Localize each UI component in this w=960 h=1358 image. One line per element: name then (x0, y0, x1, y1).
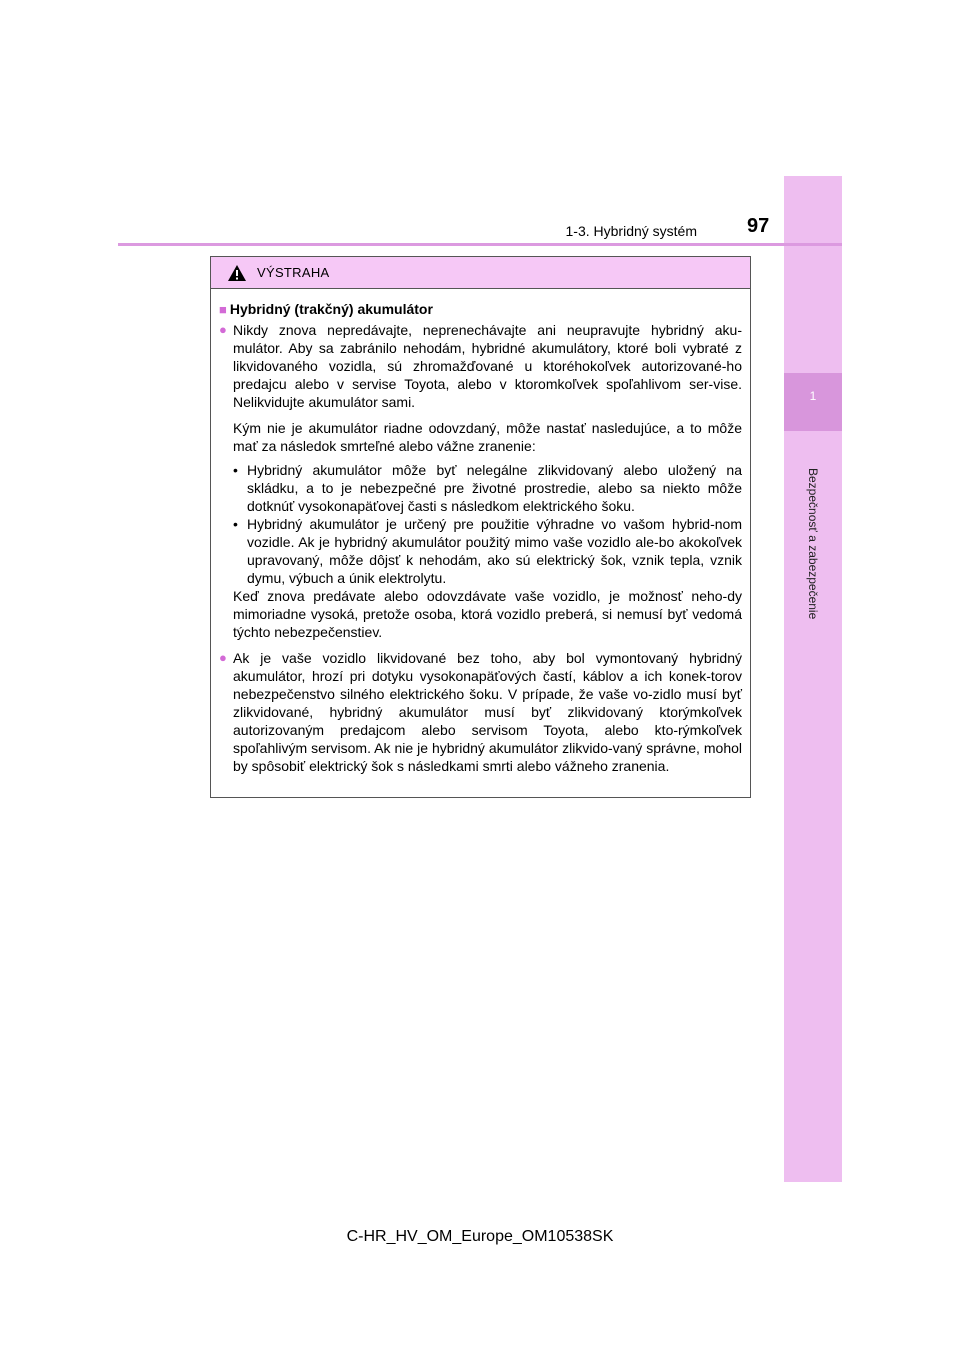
sub-item (233, 515, 742, 587)
bullet-text: Nikdy znova nepredávajte, neprenechávajte ani neupravujte hybridný aku-mulátor. Aby sa zabránilo nehodám, hybridné akumulátory, ktoré boli vybraté z likvidovaného vozidla, sú zhromažďované u ktoréhokoľvek autorizované-ho predajcu alebo v servise Toyota, alebo v ktoromkoľvek spoľahlivom ser-vise. Nelikvidujte akumulátor sami. (233, 322, 742, 410)
document-id: C-HR_HV_OM_Europe_OM10538SK (346, 1228, 614, 1245)
page-number: 97 (747, 215, 770, 237)
section-title: 1-3. Hybridný systém (565, 223, 697, 239)
chapter-number: 1 (809, 389, 817, 403)
chapter-title: Bezpečnosť a zabezpečenie (806, 468, 820, 620)
warning-box (210, 256, 751, 798)
warning-header (211, 257, 750, 289)
sub-item-text: Hybridný akumulátor môže byť nelegálne zlikvidovaný alebo uložený na skládku, a to je nebezpečné pre životné prostredie, alebo sa niekto môže dotknúť vysokonapäťovej časti s následkom elektrického šoku. (247, 462, 742, 514)
warning-body (211, 289, 750, 775)
chapter-side-tab (784, 176, 842, 1182)
warning-heading-text: Hybridný (trakčný) akumulátor (229, 301, 433, 317)
header-rule (118, 243, 842, 246)
warning-label: VÝSTRAHA (257, 265, 330, 280)
dot-marker: • (233, 462, 238, 478)
bullet-item (219, 321, 742, 411)
circle-bullet-icon: ● (219, 322, 227, 337)
warning-triangle-icon (227, 264, 247, 282)
sub-item-text: Hybridný akumulátor je určený pre použitie výhradne vo vašom hybrid-nom vozidle. Ak je hybridný akumulátor použitý mimo vaše vozidlo ale-bo akokoľvek upravovaný, môže dôjsť k nehodám, ako sú elektrický šok, vznik tepla, vznik dymu, výbuch a únik elektrolytu. (247, 516, 742, 586)
bullet-text: Ak je vaše vozidlo likvidované bez toho, aby bol vymontovaný hybridný akumulátor, hrozí pri dotyku vysokonapäťových častí, káblov a ich konek-torov nebezpečenstvo silného elektrického šoku. V prípade, že vaše vo-zidlo musí byť zlikvidované, hybridný akumulátor musí byť zlikvidovaný ktorýmkoľvek autorizovaným predajcom alebo servisom Toyota, alebo kto-rýmkoľvek spoľahlivým servisom. Ak nie je hybridný akumulátor zlikvido-vaný správne, mohol by spôsobiť elektrický šok s následkami smrti alebo vážneho zranenia. (233, 650, 742, 774)
paragraph: Keď znova predávate alebo odovzdávate vaše vozidlo, je možnosť neho-dy mimoriadne vysoká, pretože osoba, ktorá vozidlo preberá, si nemusí byť vedomá týchto nebezpečenstiev. (233, 588, 742, 640)
dot-marker: • (233, 516, 238, 532)
bullet-item (219, 649, 742, 775)
paragraph: Kým nie je akumulátor riadne odovzdaný, môže nastať nasledujúce, a to môže mať za následok smrteľné alebo vážne zranenie: (233, 420, 742, 454)
square-bullet-icon: ■ (219, 302, 227, 317)
warning-heading (219, 300, 742, 319)
circle-bullet-icon: ● (219, 650, 227, 665)
sub-item (233, 461, 742, 515)
